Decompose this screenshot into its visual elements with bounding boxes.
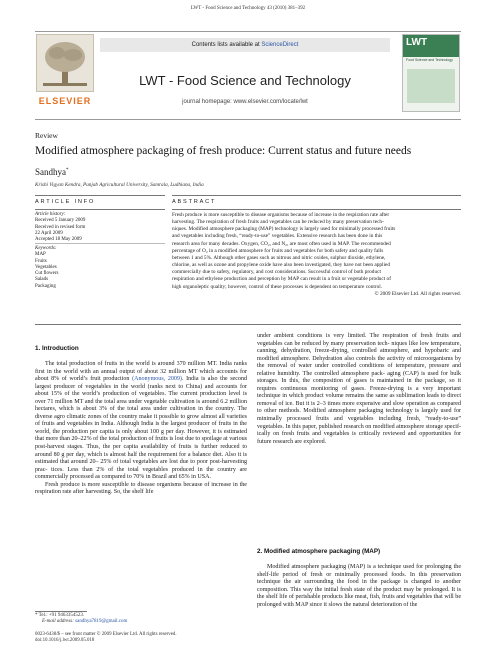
page-footer bbox=[35, 632, 335, 645]
text-line: Fresh produce is more susceptible to disease organisms because bbox=[45, 481, 203, 488]
text-line: fruits and vegetables can be reduced by many preservation tech- bbox=[257, 333, 461, 347]
text-line: of increase in the respiration rate after harvesting. So, the shelf life bbox=[35, 481, 247, 496]
text-line: removal of water under controlled conditions of temperature, bbox=[267, 363, 426, 370]
cover-title: LWT bbox=[403, 35, 459, 57]
article-info-label-rule bbox=[35, 209, 165, 210]
abstract-line: high organoleptic quality; however, control of these processes is dependent on temperature control. bbox=[172, 283, 383, 290]
footnote-email bbox=[35, 619, 247, 625]
map-paragraph-1 bbox=[257, 564, 461, 609]
text-line: 25% of total vegetables are lost due to poor post-harvesting prac- bbox=[35, 459, 248, 473]
text-line: all varieties of fruits and vegetables in India. Although India is the bbox=[35, 413, 247, 428]
text-line: niques like low temperature, canning, dehydration, freeze-drying, bbox=[257, 340, 461, 355]
history-label: Article history: bbox=[35, 212, 66, 217]
abstract-line: commercially due to safety, regulatory, and cost considerations. Successful control of both product bbox=[172, 269, 381, 276]
article-title: Modified atmosphere packaging of fresh produce: Current status and future needs bbox=[35, 145, 412, 157]
text-line: direct removal of ice. But it is 2–3 times more expensive and slow bbox=[257, 393, 461, 407]
article-info-label: ARTICLE INFO bbox=[35, 199, 96, 205]
text-line: paper, published research on modified atmosphere storage specif- bbox=[302, 423, 462, 430]
text-line: various post-harvest stages. Thus, the per capita availability of fruits bbox=[35, 436, 247, 451]
text-line: foods. In this preservation technique the air surrounding the food in bbox=[257, 571, 461, 586]
abstract-line: research area for many decades. Oxygen, CO₂, and N₂, are most often used in MAP. The recommended bbox=[172, 240, 391, 247]
text-line: vegetable cultivation is around 6.2 million hectares, which is about bbox=[35, 398, 247, 413]
text-line: million MT which accounts for about 8% of world’s fruit production bbox=[35, 368, 248, 383]
abstract-copyright: © 2009 Elsevier Ltd. All rights reserved. bbox=[374, 290, 461, 297]
journal-title: LWT - Food Science and Technology bbox=[139, 73, 351, 88]
text-line: the package is changed to another composition. This way the initial bbox=[257, 579, 461, 593]
cover-artwork bbox=[407, 69, 455, 103]
keyword-item: MAP bbox=[35, 252, 46, 258]
history-revised: Received in revised form bbox=[35, 224, 86, 230]
article-info-top-rule bbox=[35, 195, 165, 196]
contents-availability bbox=[100, 38, 390, 52]
text-line: ically on fresh fruits and vegetables is critically reviewed and bbox=[257, 431, 417, 438]
keyword-item: Packaging bbox=[35, 283, 56, 289]
text-line: operation as compared to other methods. Modified atmosphere bbox=[257, 400, 461, 415]
abstract-line: niques. Modified atmosphere packaging (MAP) technology is largely used for minimally processed fruits bbox=[172, 226, 396, 233]
author-affiliation: Krishi Vigyan Kendra, Punjab Agricultural University, Samrala, Ludhiana, India bbox=[35, 182, 204, 188]
author-footnote bbox=[35, 613, 247, 626]
cover-subtitle: Food Science and Technology bbox=[406, 58, 453, 62]
journal-cover-thumbnail bbox=[402, 34, 460, 112]
text-line: under ambient conditions is very limited. The respiration of fresh bbox=[257, 333, 433, 339]
publisher-logo bbox=[36, 34, 94, 112]
journal-reference: LWT - Food Science and Technology 43 (2010) 381–392 bbox=[190, 6, 306, 11]
text-line: fresh state of the product may be prolonged. It is the shelf life of bbox=[257, 586, 461, 601]
abstract-line: Fresh produce is more susceptible to disease organisms because of increase in the respiration rate after bbox=[172, 212, 390, 218]
introduction-continued bbox=[257, 333, 461, 446]
text-line: 3% of the total area under cultivation in the country. The diverse bbox=[35, 406, 247, 420]
footnote-rule bbox=[35, 611, 87, 612]
text-line: MT. India ranks first in the world with an annual output of about 32 bbox=[35, 361, 247, 375]
text-line: only about 100 g per day. However, it is estimated that more than bbox=[35, 428, 248, 443]
keywords-block bbox=[35, 246, 165, 290]
text-line: are commercially processed as compared to 70% in Brazil and 65% bbox=[35, 466, 247, 481]
text-line: and vegetables including fresh, “ready-to-use” vegetables. In this bbox=[257, 416, 462, 430]
email-link[interactable]: sandhya7819@gmail.com bbox=[75, 619, 128, 625]
text-line: 20–22% of the total production of fruits is lost due to spoilage at bbox=[71, 436, 228, 443]
text-line: pressure and relative humidity. The controlled atmosphere pack- bbox=[257, 363, 461, 377]
text-line: packaging technology is largely used for minimally processed fruits bbox=[257, 408, 462, 423]
history-keywords-divider bbox=[35, 243, 165, 244]
intro-paragraph-continued bbox=[257, 333, 461, 446]
keywords-label: Keywords: bbox=[35, 246, 57, 251]
introduction-body bbox=[35, 361, 247, 497]
intro-paragraph-2 bbox=[35, 482, 247, 497]
author-name-text: Sandhya bbox=[35, 167, 66, 177]
text-line: agro climatic zones of the country make it possible to grow almost bbox=[54, 413, 218, 420]
keyword-item: Cut flowers bbox=[35, 271, 59, 277]
text-line: opportunities for future research are explored. bbox=[257, 431, 461, 445]
text-line: Modified atmosphere packaging (MAP) is a technique used for bbox=[267, 564, 424, 570]
keyword-item: Fruits bbox=[35, 258, 47, 264]
section-heading-introduction: 1. Introduction bbox=[35, 345, 79, 352]
text-line: production level is over 71 million MT and the total area under bbox=[35, 391, 248, 405]
keyword-item: Vegetables bbox=[35, 264, 57, 270]
abstract-line: percentage of O₂ in a modified atmosphere for fruits and vegetables for both safety and quality falls bbox=[172, 247, 384, 254]
publisher-name: ELSEVIER bbox=[38, 96, 92, 106]
citation-link[interactable]: (Anonymous, 2009) bbox=[132, 376, 182, 383]
abstract-label-rule bbox=[172, 209, 461, 210]
keyword-item: Salads bbox=[35, 277, 49, 283]
text-line: The total production of fruits in the world is around 370 million bbox=[45, 361, 206, 367]
author-name bbox=[35, 167, 69, 177]
abstract-line: chlorine, as well as ozone and propylene oxide have also been investigated, they have not been applied bbox=[172, 262, 390, 269]
sciencedirect-link[interactable]: ScienceDirect bbox=[261, 42, 299, 48]
text-line: which product volume remains the same as sublimation leads to bbox=[288, 393, 446, 400]
text-line: in USA. bbox=[191, 474, 211, 481]
elsevier-tree-icon bbox=[36, 34, 94, 92]
footer-doi[interactable]: doi:10.1016/j.lwt.2009.05.018 bbox=[35, 638, 95, 644]
abstract-body bbox=[172, 212, 461, 298]
history-received: Received 5 January 2009 bbox=[35, 218, 86, 224]
front-matter-bottom-rule bbox=[35, 324, 461, 325]
abstract-line: harvesting. The respiration of fresh fruits and vegetables can be reduced by many preservation tech- bbox=[172, 219, 384, 226]
text-line: controlled atmosphere, and hypobaric and modified atmosphere. bbox=[257, 348, 462, 362]
text-line: Dehydration also controls the activity of microorganisms by the bbox=[257, 355, 461, 370]
text-line: perishable products like meat, fish, fruits and vegetables that will be bbox=[295, 594, 461, 601]
text-line: tices. Less than 2% of the total vegetables produced in the country bbox=[51, 466, 236, 473]
article-history bbox=[35, 212, 165, 243]
text-line: about 15% of the world’s production of vegetables. The current bbox=[35, 391, 198, 398]
text-line: requirement for a balance diet. Also it is estimated that around 20– bbox=[35, 451, 248, 466]
abstract-top-rule bbox=[172, 195, 461, 196]
intro-paragraph-1 bbox=[35, 361, 247, 482]
footer-issn-line: 0023-6438/$ – see front matter © 2009 Elsevier Ltd. All rights reserved. bbox=[35, 632, 177, 637]
text-line: . India is also the second largest producer of bbox=[35, 376, 247, 390]
footnote-telephone: * Tel.: +91 9463354523. bbox=[35, 613, 85, 618]
abstract-line: between 1 and 5%. Although other gases such as nitrous and nitric oxides, sulphur dioxide, ethylene, bbox=[172, 254, 386, 261]
history-accepted: Accepted 18 May 2009 bbox=[35, 237, 82, 243]
article-type: Review bbox=[35, 131, 58, 140]
map-section-body bbox=[257, 564, 461, 609]
history-revised-date: 22 April 2009 bbox=[35, 230, 63, 236]
text-line: largest producer of fruits in the world, the production per capita is bbox=[35, 421, 247, 435]
text-line: prolonging the shelf-life period of fresh or minimally processed bbox=[257, 564, 462, 578]
email-label: E-mail address: bbox=[42, 619, 76, 625]
text-line: prolonged with MAP since it slows the natural deterioration of the bbox=[257, 601, 418, 608]
text-line: monitoring of gases. Freeze-drying is a very important technique in bbox=[257, 385, 461, 400]
abstract-line: and vegetables including fresh, “ready-to-use” vegetables. Extensive research has been done in this bbox=[172, 233, 383, 240]
text-line: is further reduced to around 80 g per day, which is almost half the bbox=[35, 444, 248, 458]
author-footnote-mark[interactable]: * bbox=[66, 168, 69, 173]
contents-prefix: Contents lists available at bbox=[191, 42, 262, 48]
journal-homepage[interactable]: journal homepage: www.elsevier.com/locate/lwt bbox=[182, 99, 308, 105]
abstract-label: ABSTRACT bbox=[172, 199, 217, 205]
text-line: vegetables in the world (ranks next to China) and accounts for bbox=[85, 383, 247, 390]
text-line: aging (CAP) is used for bulk storages. In this, the composition of bbox=[257, 370, 462, 385]
text-line: gases is maintained in the package, so it requires continuous bbox=[257, 378, 461, 392]
section-heading-map: 2. Modified atmosphere packaging (MAP) bbox=[257, 548, 381, 555]
abstract-line: respiration and ethylene production and perception by MAP can result in a fruit or vegetable product of bbox=[172, 276, 391, 283]
